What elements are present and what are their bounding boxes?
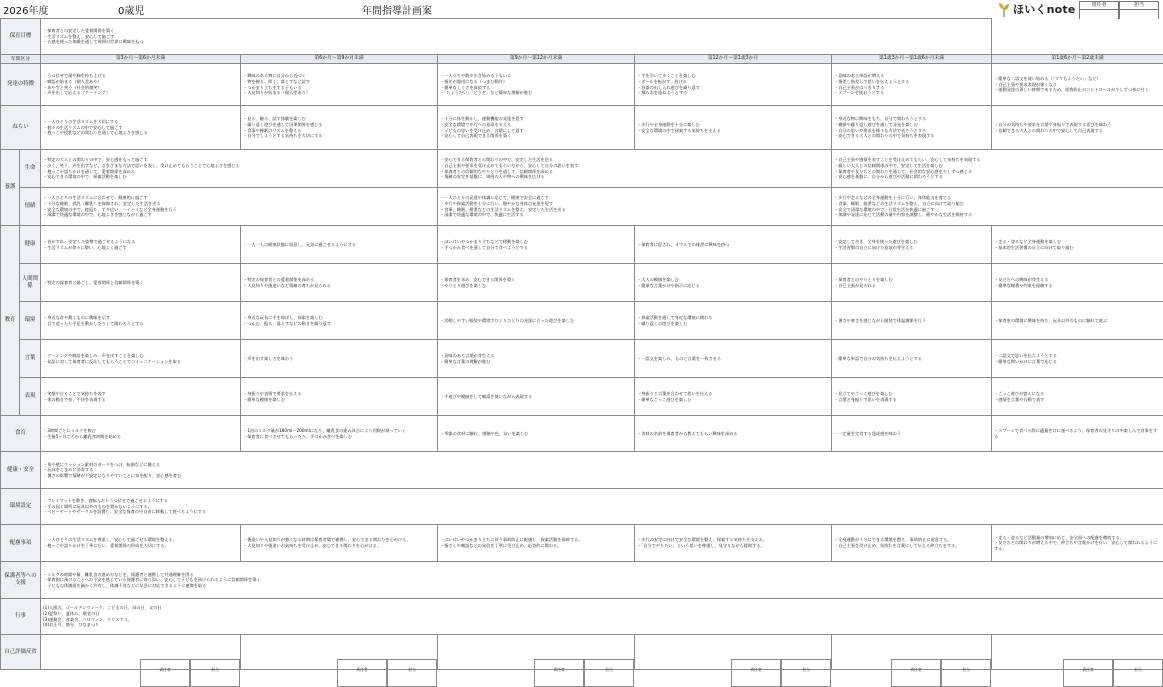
aim-cell: ・十分に体を動かし、運動機能の発達を促す ・安全な環境で歩行への意欲を支える ・子どもの思いを受け止め、言葉にして返す ・安心して自己表現できる関係を築く <box>438 106 635 150</box>
review-label: 自己評価反省 <box>1 635 41 670</box>
meal-cell: ・一定量を完食する達成感を味わう <box>832 416 992 452</box>
meal-cell: ・季節の食材に触れ、感触や色、匂いを楽しむ <box>438 416 635 452</box>
edu-environment-cell: ・身近な玩具に手を伸ばし、探索を楽しむ ・つかむ、振る、落とすなどの動きを繰り返す <box>241 302 438 340</box>
period-1-manager-sign[interactable]: 責任者 <box>140 659 190 687</box>
edu-health-label: 健康 <box>20 226 41 264</box>
goal-blank <box>992 19 1163 55</box>
development-cell: ・興味のある物に自分から近づく ・物を握る、叩く、落とすなど試す ・つかまり立ちをする子もいる ・人見知りが始まる（個人差あり） <box>241 64 438 106</box>
edu-environment-row <box>1 302 1163 340</box>
edu-language-cell: ・簡単な単語で自分の気持ちを伝えようとする <box>832 340 992 378</box>
brand-logo <box>998 0 1076 18</box>
plan-table <box>0 18 1163 670</box>
family-text: ・ミルクの時間や量、離乳食の進め方などを、保護者と連携して共通理解を図る ・保育園に預けることへの不安を感じている保護者に寄り添い、安心して子どもを預けられるように信頼関係を築く ・子どもの体調面を細かく共有し、体調不良などに早急に対応できるように連携を取る <box>41 562 1163 599</box>
development-row <box>1 64 1163 106</box>
meal-cell: ・スプーンで食べる際に適量を口に運べるよう、保育者の見守りの中楽しんで食事をする <box>992 416 1163 452</box>
edu-language-cell: ・二語文で思いを伝えようとする ・簡単な問いかけに言葉で応じる <box>992 340 1163 378</box>
edu-health-row <box>1 226 1163 264</box>
edu-relation-cell: ・特定の保育者との愛着関係を深める ・人見知りや後追いなど情緒の育ちが見られる <box>241 264 438 302</box>
consider-label: 配慮事項 <box>1 525 41 562</box>
edu-expression-label: 表現 <box>20 378 41 416</box>
period-6-manager-sign[interactable]: 責任者 <box>1063 659 1113 687</box>
edu-expression-row <box>1 378 1163 416</box>
document-title: 年間指導計画案 <box>362 6 432 17</box>
edu-relation-label: 人間関係 <box>20 264 41 302</box>
safety-row <box>1 452 1163 489</box>
document-header <box>0 0 1163 18</box>
period-5-staff-sign[interactable]: 担当 <box>941 659 991 687</box>
safety-text: ・角や壁にクッション素材のガードをつけ、転倒などに備える ・玩具をこまめに消毒する ・暑さの影響で情緒が不安定になりやすいことに気を配り、安心感を育む <box>41 452 1163 489</box>
edu-relation-cell: ・友だちへの興味が芽生える ・簡単な順番や約束を経験する <box>992 264 1163 302</box>
family-row <box>1 562 1163 599</box>
period-5: 第1歳3か月〜第1歳6か月未満 <box>832 55 992 64</box>
edu-language-cell: ・クーイングや喃語を楽しみ、声を出すことを楽しむ ・発語に対して保育者に反応してもらうことでコミュニケーションを取る <box>41 340 241 378</box>
edu-health-cell: ・音がすれ、安定した姿勢で過ごせるようになる ・生活リズムが徐々に整い、心地よく過ごす <box>41 226 241 264</box>
development-cell: ・うつ伏せで頭や胸を持ち上げる ・喃語が始まる（個人差あり） ・あやすと笑う（社会的微笑） ・声を出して応える（クーイング） <box>41 64 241 106</box>
aim-cell: ・一人ひとりの生活リズムを大切にする ・個々の生活リズムの中で安心して過ごす ・抱っこや授乳などの関わりを通して心地よさを感じる <box>41 106 241 150</box>
development-cell: ・意味のある単語が増える ・指差し指差しで思いを伝えようとする ・自己主張がはっきりする ・スプーンを使おうとする <box>832 64 992 106</box>
events-row <box>1 599 1163 635</box>
period-1: 第3か月〜第6か月未満 <box>41 55 241 64</box>
edu-expression-cell: ・身振りや表情で要求を伝える ・簡単な模倣を楽しむ <box>241 378 438 416</box>
development-cell: ・一人立ちや数歩歩き始める子もいる ・指先が器用になる（つまむ動作） ・簡単なしぐさを真似する ・「ちょうだい」「どうぞ」など簡単な理解が進む <box>438 64 635 106</box>
consider-row <box>1 525 1163 562</box>
period-2-staff-sign[interactable]: 担当 <box>387 659 437 687</box>
care-emotion-cell: ・一人ひとりの発達や体調に応じて、健康で安全に過ごす ・歩行や探索活動を十分に行い、健やかな身体の発達を促す ・食事、睡眠、排泄などの生活リズムを整え、安定した生活を送る ・清潔で快適な環境の中で、快適に生活する <box>438 188 832 226</box>
care-life-cell: ・安心できる保育者との関わりの中で、安定した生活を送る ・自己主張や要求を受け止めてもらいながら、安心して自分の思いを表す ・保育者との信頼的なやりとりを通して、信頼関係を深める ・情緒の安定を基盤に、周囲の人や物への興味を広げる <box>438 150 832 188</box>
edu-environment-cell: ・活動しやすい服装や環境でひとりひとりの発達に合った遊びを楽しむ <box>438 302 635 340</box>
aim-row <box>1 106 1163 150</box>
education-group-label: 教育 <box>1 226 20 416</box>
aim-cell: ・身近な物に興味をもち、自分で関わろうとする ・模倣や繰り返し遊びを通して発見を楽しむ ・自分の思いや要求を様々な方法で表そうとする ・安心できる大人との関わりの中で気持ちを表現する <box>832 106 992 150</box>
edu-environment-cell: ・探索活動を通して身近な環境に関わる ・繰り返しの遊びを楽しむ <box>635 302 832 340</box>
edu-language-cell: ・声を出す楽しさを味わう <box>241 340 438 378</box>
meal-cell: ・食材の名前を保育者から教えてもらい興味を深める <box>635 416 832 452</box>
family-label: 保護者等への支援 <box>1 562 41 599</box>
care-emotion-cell: ・一人ひとりの生活リズムに合わせて、健康的に過ごす ・十分な睡眠、授乳（離乳）を保障され、安定した生活を送る ・安全な環境の中で、寝返り、ずり這い、ハイハイなど全身運動を行う ・清潔で快適な環境の中で、心地よさを感じながら過ごす <box>41 188 438 226</box>
goal-row <box>1 19 1163 55</box>
consider-cell: ・はいはいやつかまり立ちに伴う事故防止に配慮し、探索活動を保障する。 ・指さしや喃語などの発信を丁寧に受け止め、応答的に関わる。 <box>438 525 635 562</box>
meal-cell: ・1回のミルク量が180ml〜200mlになり、離乳食の進み具合により回数が減っていく ・保育者に食べさせてもらったり、手づかみ食べを楽しむ <box>241 416 438 452</box>
goal-label: 保育目標 <box>1 19 41 55</box>
consider-cell: ・歩行の安定に向けて安全な環境を整え、探索する気持ちを支える。 ・「自分でやりたい」という思いを尊重し、見守りながら援助する。 <box>635 525 832 562</box>
period-3: 第9か月〜第12か月未満 <box>438 55 635 64</box>
care-emotion-row <box>1 188 1163 226</box>
env-setting-row <box>1 489 1163 525</box>
period-2: 第6か月〜第9か月未満 <box>241 55 438 64</box>
care-emotion-label: 情緒 <box>20 188 41 226</box>
aim-cell: ・見る、触る、試す体験を楽しむ ・繰り返し遊びを通して因果関係を感じる ・食事や睡眠のリズムを整える ・自分でしようとする気持ちを大切にする <box>241 106 438 150</box>
edu-expression-cell: ・身振りと言葉を合わせて思いを伝える ・簡単なごっこ遊びを楽しむ <box>635 378 832 416</box>
period-2-manager-sign[interactable]: 責任者 <box>337 659 387 687</box>
env-setting-label: 環境設定 <box>1 489 41 525</box>
care-life-label: 生命 <box>20 150 41 188</box>
period-4-staff-sign[interactable]: 担当 <box>781 659 831 687</box>
logo-text: ほいくnote <box>1013 3 1076 16</box>
edu-health-cell: ・保育者に促され、オマルでの排泄に興味を持つ <box>635 226 832 264</box>
sign-header-manager: 責任者 <box>1079 1 1119 10</box>
edu-relation-cell: ・保育者とのやりとりを楽しむ ・自己主張が見られる <box>832 264 992 302</box>
care-life-row <box>1 150 1163 188</box>
care-life-cell: ・特定の大人との関わりの中で、安心感をもって過ごす ・泣く、笑う、声を出すなど、さまざまな方法で思いを表し、受け止めてもらうことで心地よさを感じる ・抱っこや語りかけを通して、愛着関係を深める ・安心できる環境の中で、探索活動を楽しむ <box>41 150 438 188</box>
edu-environment-label: 環境 <box>20 302 41 340</box>
period-1-staff-sign[interactable]: 担当 <box>190 659 240 687</box>
care-group-label: 養護 <box>1 150 20 226</box>
edu-language-cell: ・一語文を楽しみ、ものと言葉を一致させる <box>635 340 832 378</box>
period-header-row <box>1 55 1163 64</box>
period-3-manager-sign[interactable]: 責任者 <box>534 659 584 687</box>
sprout-icon <box>998 1 1010 17</box>
consider-cell: ・走る・登るなど活動量の増加に応じ、安全面への配慮を徹底する。 ・友だちとの関わりが増える中で、仲立ちや言葉かけを行い、安心して関われるようにする。 <box>992 525 1163 562</box>
care-emotion-cell: ・歩行や走るなどの全身運動を十分に行い、身体能力を育てる ・食事、睡眠、排泄などの生活リズムを整え、自立に向けて取り組む ・安全で清潔な環境の中で、日常生活を快適に過ごす ・体調や発達に応じて活動の量や内容を調整し、健やかな生活を維持する <box>832 188 1163 226</box>
safety-label: 健康・安全 <box>1 452 41 489</box>
period-4: 第12か月〜第1歳3か月 <box>635 55 832 64</box>
goal-text: ・保育者との安定した愛着関係を築く ・生活リズムを整え、安心して過ごす ・五感を使った体験を通して周囲の世界に興味をもつ <box>41 19 992 55</box>
edu-relation-cell: ・大人の模倣を楽しむ ・簡単な言葉かけや指示に応じる <box>635 264 832 302</box>
aim-cell: ・自分の気持ちや要求を言葉や身振りで表現する喜びを味わう ・信頼できる大人との関わりの中で安心して自己表現する <box>992 106 1163 150</box>
aim-label: ねらい <box>1 106 41 150</box>
period-label: 年間区分 <box>1 55 41 64</box>
meal-label: 食育 <box>1 416 41 452</box>
edu-expression-cell: ・ごっこ遊びが盛んになる ・感情を言葉や行動で表す <box>992 378 1163 416</box>
period-3-staff-sign[interactable]: 担当 <box>584 659 634 687</box>
edu-language-cell: ・意味のある言葉が芽生える ・簡単な言葉の理解が進む <box>438 340 635 378</box>
edu-environment-cell: ・保育室の環境に興味を持ち、玩具以外のものに触れて遊ぶ <box>992 302 1163 340</box>
edu-health-cell: ・走る・登るなど全身運動を楽しむ ・基本的生活習慣の自立に向けて取り組む <box>992 226 1163 264</box>
development-label: 発達の特徴 <box>1 64 41 106</box>
sign-header-staff: 担当 <box>1119 1 1159 10</box>
consider-cell: ・全身運動が十分にできる環境を整え、事故防止に留意する。 ・自己主張を受け止め、気持ちを言葉にして伝える仲立ちをする。 <box>832 525 992 562</box>
age-group: 0歳児 <box>118 6 145 17</box>
development-cell: ・手を引いて歩くことを楽しむ ・ボールを転がす、投げる ・容器の出し入れ遊びを繰り返す ・積み木を重ねようとする <box>635 64 832 106</box>
edu-language-label: 言葉 <box>20 340 41 378</box>
edu-relation-cell: ・保育者を求め、安心できる関係を築く ・やりとり遊びを楽しむ <box>438 264 635 302</box>
care-life-cell: ・自己主張や感情を表すことを受け止めてもらい、安心して気持ちを表現する ・親しい大人との信頼関係の中で、安定して生活を楽しむ ・保育者や友だちとの関わりを通して、社会的な安心感を少しずつ感じる ・安心感を基盤に、自分から遊びや活動に関わろうとする <box>832 150 1163 188</box>
edu-language-row <box>1 340 1163 378</box>
edu-expression-cell: ・笑顔や泣くことで気持ちを表す ・体の動きで快、不快を表現する <box>41 378 241 416</box>
period-6: 第1歳6か月〜第2歳未満 <box>992 55 1163 64</box>
edu-expression-cell: ・手遊びや模倣をして喃語を使いながら表現する <box>438 378 635 416</box>
period-4-manager-sign[interactable]: 責任者 <box>731 659 781 687</box>
edu-health-cell: ・ほいはいやつかまり立ちなどで移動を楽しむ ・手づかみ食べを通して自分で食べようとする <box>438 226 635 264</box>
aim-cell: ・歩行や全身運動を十分に楽しむ ・安全な環境の中で探索する気持ちを支える <box>635 106 832 150</box>
development-cell: ・簡単な二語文を使い始める（「ママもようだい」など） ・自己主張や要求表現が強くなる ・運動発達の著しい時期であるため、怪我防止のコントロールが少しずつ身に付く <box>992 64 1163 106</box>
env-setting-text: ・プレイマットを敷き、寝転んだりうつ伏せで過ごせるようにする ・手の届く場所に玩具以外のものを置かないようにする。 ・ベビーゲートやサークルを設置し、安全な保育の中自由に移動して遊べるようにする <box>41 489 1163 525</box>
period-6-staff-sign[interactable]: 担当 <box>1113 659 1163 687</box>
edu-environment-cell: ・身近な音や動くものに興味を示す ・目で追ったり手足を動かしたりして関わろうとする <box>41 302 241 340</box>
edu-relation-cell: ・特定の保育者と過ごし、愛着関係と信頼関係を築く <box>41 264 241 302</box>
edu-health-cell: ・一人一人の健康状態に留意し、元気に過ごせるようにする <box>241 226 438 264</box>
period-5-manager-sign[interactable]: 責任者 <box>891 659 941 687</box>
edu-health-cell: ・安定して歩き、全身を使った遊びを楽しむ ・生活習慣の自立に向けた意欲が芽生える <box>832 226 992 264</box>
edu-environment-cell: ・暑さや寒さを感じながら服装で体温調節を行う <box>832 302 992 340</box>
meal-cell: ・3時間ごとにミルクを飲む ・生後5ヶ月ごろから離乳食初期を始める <box>41 416 241 452</box>
edu-relation-row <box>1 264 1163 302</box>
meal-row <box>1 416 1163 452</box>
events-label: 行事 <box>1 599 41 635</box>
fiscal-year: 2026年度 <box>3 6 49 17</box>
edu-expression-cell: ・見立てやごっこ遊びを楽しむ ・言葉と身振りで思いを表現する <box>832 378 992 416</box>
events-text: (1)入園式、ゴールデンウィーク、こどもの日、母の日、父の日 (2)夏祭り、夏休み、敬老の日 (3)運動会、音楽会、ハロウィン、クリスマス、 (4)お正月、節分、ひなまつり <box>41 599 1163 635</box>
consider-cell: ・後追いや人見知りが強くなる時期は保育者間で連携し、安心できる関わりを心がける。 ・人見知りや後追いの気持ちを受け止め、安心できる関わりを心がける。 <box>241 525 438 562</box>
consider-cell: ・一人ひとりの生活リズムを尊重し、安心して過ごせる環境を整える。 ・抱っこや語りかけを丁寧に行い、愛着関係の形成を大切にする。 <box>41 525 241 562</box>
